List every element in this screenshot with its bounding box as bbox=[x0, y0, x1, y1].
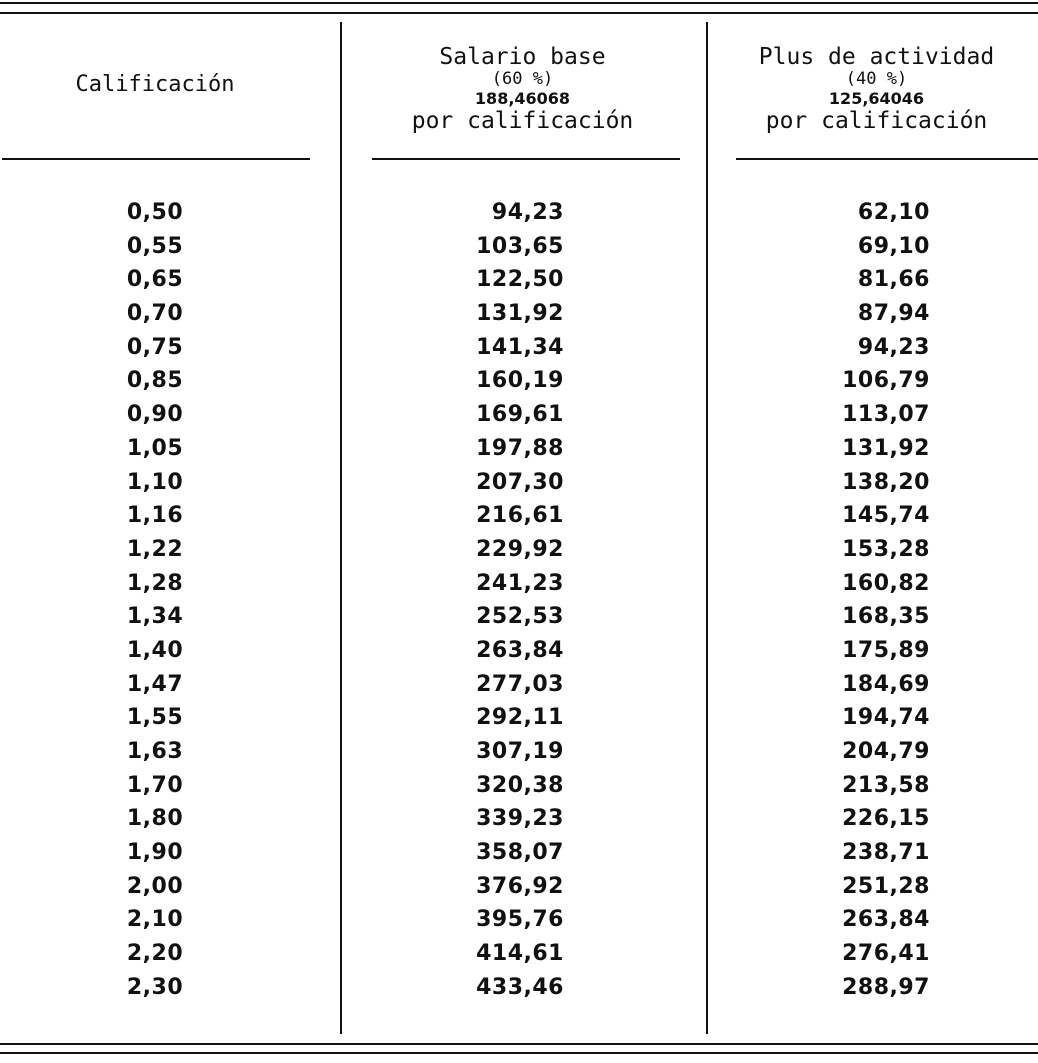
bottom-rule-1 bbox=[0, 1043, 1038, 1045]
table-row bbox=[0, 200, 1038, 234]
cell-plus-actividad: 175,89 bbox=[842, 637, 930, 663]
header-salario-base bbox=[345, 44, 700, 135]
cell-calificacion: 1,16 bbox=[126, 503, 184, 529]
cell-plus-actividad: 213,58 bbox=[842, 772, 930, 798]
header-underline-2 bbox=[372, 158, 680, 160]
cell-salario-base: 216,61 bbox=[476, 503, 564, 529]
cell-salario-base: 414,61 bbox=[476, 941, 564, 967]
cell-plus-actividad: 69,10 bbox=[857, 233, 930, 259]
cell-calificacion: 0,75 bbox=[126, 334, 184, 360]
header-underline-3 bbox=[736, 158, 1038, 160]
table-row bbox=[0, 941, 1038, 975]
cell-calificacion: 1,55 bbox=[126, 705, 184, 731]
table-row bbox=[0, 503, 1038, 537]
cell-calificacion: 1,40 bbox=[126, 637, 184, 663]
cell-salario-base: 197,88 bbox=[476, 435, 564, 461]
cell-salario-base: 169,61 bbox=[476, 402, 564, 428]
cell-calificacion: 1,05 bbox=[126, 435, 184, 461]
table-row bbox=[0, 907, 1038, 941]
cell-salario-base: 229,92 bbox=[476, 536, 564, 562]
cell-plus-actividad: 238,71 bbox=[842, 840, 930, 866]
cell-plus-actividad: 168,35 bbox=[842, 604, 930, 630]
cell-calificacion: 1,10 bbox=[126, 469, 184, 495]
cell-calificacion: 0,55 bbox=[126, 233, 184, 259]
header-plus-value: 125,64046 bbox=[828, 88, 925, 108]
cell-calificacion: 2,00 bbox=[126, 873, 184, 899]
table-row bbox=[0, 234, 1038, 268]
table-row bbox=[0, 571, 1038, 605]
cell-salario-base: 277,03 bbox=[476, 671, 564, 697]
cell-calificacion: 1,70 bbox=[126, 772, 184, 798]
cell-plus-actividad: 160,82 bbox=[842, 570, 930, 596]
cell-plus-actividad: 153,28 bbox=[842, 536, 930, 562]
table-row bbox=[0, 638, 1038, 672]
cell-plus-actividad: 226,15 bbox=[842, 806, 930, 832]
table-row bbox=[0, 301, 1038, 335]
table-row bbox=[0, 739, 1038, 773]
header-salario-value: 188,46068 bbox=[474, 88, 571, 108]
cell-salario-base: 94,23 bbox=[491, 200, 564, 225]
table-row bbox=[0, 470, 1038, 504]
cell-calificacion: 1,28 bbox=[126, 570, 184, 596]
table-row bbox=[0, 806, 1038, 840]
header-plus-pct: (40 %) bbox=[845, 69, 908, 90]
cell-calificacion: 2,20 bbox=[126, 941, 184, 967]
cell-salario-base: 358,07 bbox=[476, 840, 564, 866]
cell-salario-base: 395,76 bbox=[476, 907, 564, 933]
cell-salario-base: 433,46 bbox=[476, 974, 564, 1000]
cell-calificacion: 2,10 bbox=[126, 907, 184, 933]
table-row bbox=[0, 874, 1038, 908]
cell-plus-actividad: 204,79 bbox=[842, 739, 930, 764]
cell-salario-base: 103,65 bbox=[476, 233, 564, 259]
header-salario-pct: (60 %) bbox=[491, 69, 554, 90]
cell-plus-actividad: 145,74 bbox=[842, 503, 930, 529]
table-row bbox=[0, 368, 1038, 402]
cell-salario-base: 141,34 bbox=[476, 334, 564, 360]
table-row bbox=[0, 436, 1038, 470]
header-salario-sub: por calificación bbox=[411, 108, 634, 135]
table-row bbox=[0, 705, 1038, 739]
cell-plus-actividad: 288,97 bbox=[842, 974, 930, 1000]
table-row bbox=[0, 840, 1038, 874]
table-row bbox=[0, 402, 1038, 436]
cell-plus-actividad: 131,92 bbox=[842, 435, 930, 461]
cell-plus-actividad: 94,23 bbox=[857, 334, 930, 360]
cell-plus-actividad: 263,84 bbox=[842, 907, 930, 933]
table-row bbox=[0, 773, 1038, 807]
cell-plus-actividad: 81,66 bbox=[857, 267, 930, 293]
top-rule-1 bbox=[0, 2, 1038, 4]
top-rule-2 bbox=[0, 12, 1038, 14]
cell-salario-base: 376,92 bbox=[476, 873, 564, 899]
header-underline-1 bbox=[2, 158, 310, 160]
cell-plus-actividad: 276,41 bbox=[842, 941, 930, 967]
cell-plus-actividad: 251,28 bbox=[842, 873, 930, 899]
header-salario-title: Salario base bbox=[439, 44, 606, 70]
cell-plus-actividad: 87,94 bbox=[857, 301, 930, 327]
cell-plus-actividad: 113,07 bbox=[842, 402, 930, 428]
table-row bbox=[0, 267, 1038, 301]
cell-calificacion: 1,34 bbox=[126, 604, 184, 630]
cell-salario-base: 207,30 bbox=[476, 469, 564, 495]
cell-calificacion: 2,30 bbox=[126, 974, 184, 1000]
bottom-rule-2 bbox=[0, 1052, 1038, 1054]
table-row bbox=[0, 537, 1038, 571]
cell-salario-base: 252,53 bbox=[476, 604, 564, 630]
cell-plus-actividad: 184,69 bbox=[842, 671, 930, 697]
cell-plus-actividad: 106,79 bbox=[842, 368, 930, 394]
header-calificacion: Calificación bbox=[75, 72, 235, 97]
cell-calificacion: 1,63 bbox=[126, 739, 184, 764]
cell-calificacion: 0,90 bbox=[126, 402, 184, 428]
cell-plus-actividad: 138,20 bbox=[842, 469, 930, 495]
cell-salario-base: 131,92 bbox=[476, 301, 564, 327]
cell-salario-base: 241,23 bbox=[476, 570, 564, 596]
header-plus-actividad bbox=[715, 44, 1038, 135]
cell-plus-actividad: 62,10 bbox=[857, 200, 930, 225]
cell-salario-base: 160,19 bbox=[476, 368, 564, 394]
cell-salario-base: 263,84 bbox=[476, 637, 564, 663]
table-row bbox=[0, 604, 1038, 638]
table-row bbox=[0, 672, 1038, 706]
cell-salario-base: 122,50 bbox=[476, 267, 564, 293]
cell-salario-base: 307,19 bbox=[476, 739, 564, 764]
header-plus-title: Plus de actividad bbox=[758, 44, 995, 70]
cell-salario-base: 292,11 bbox=[476, 705, 564, 731]
header-plus-sub: por calificación bbox=[765, 108, 988, 135]
cell-calificacion: 1,47 bbox=[126, 671, 184, 697]
cell-calificacion: 1,90 bbox=[126, 840, 184, 866]
table-row bbox=[0, 335, 1038, 369]
cell-calificacion: 1,22 bbox=[126, 536, 184, 562]
table-body bbox=[0, 200, 1038, 1009]
cell-salario-base: 320,38 bbox=[476, 772, 564, 798]
cell-calificacion: 0,50 bbox=[126, 200, 184, 225]
cell-calificacion: 0,85 bbox=[126, 368, 184, 394]
cell-calificacion: 0,65 bbox=[126, 267, 184, 293]
cell-calificacion: 1,80 bbox=[126, 806, 184, 832]
cell-salario-base: 339,23 bbox=[476, 806, 564, 832]
table-row bbox=[0, 975, 1038, 1009]
cell-plus-actividad: 194,74 bbox=[842, 705, 930, 731]
cell-calificacion: 0,70 bbox=[126, 301, 184, 327]
